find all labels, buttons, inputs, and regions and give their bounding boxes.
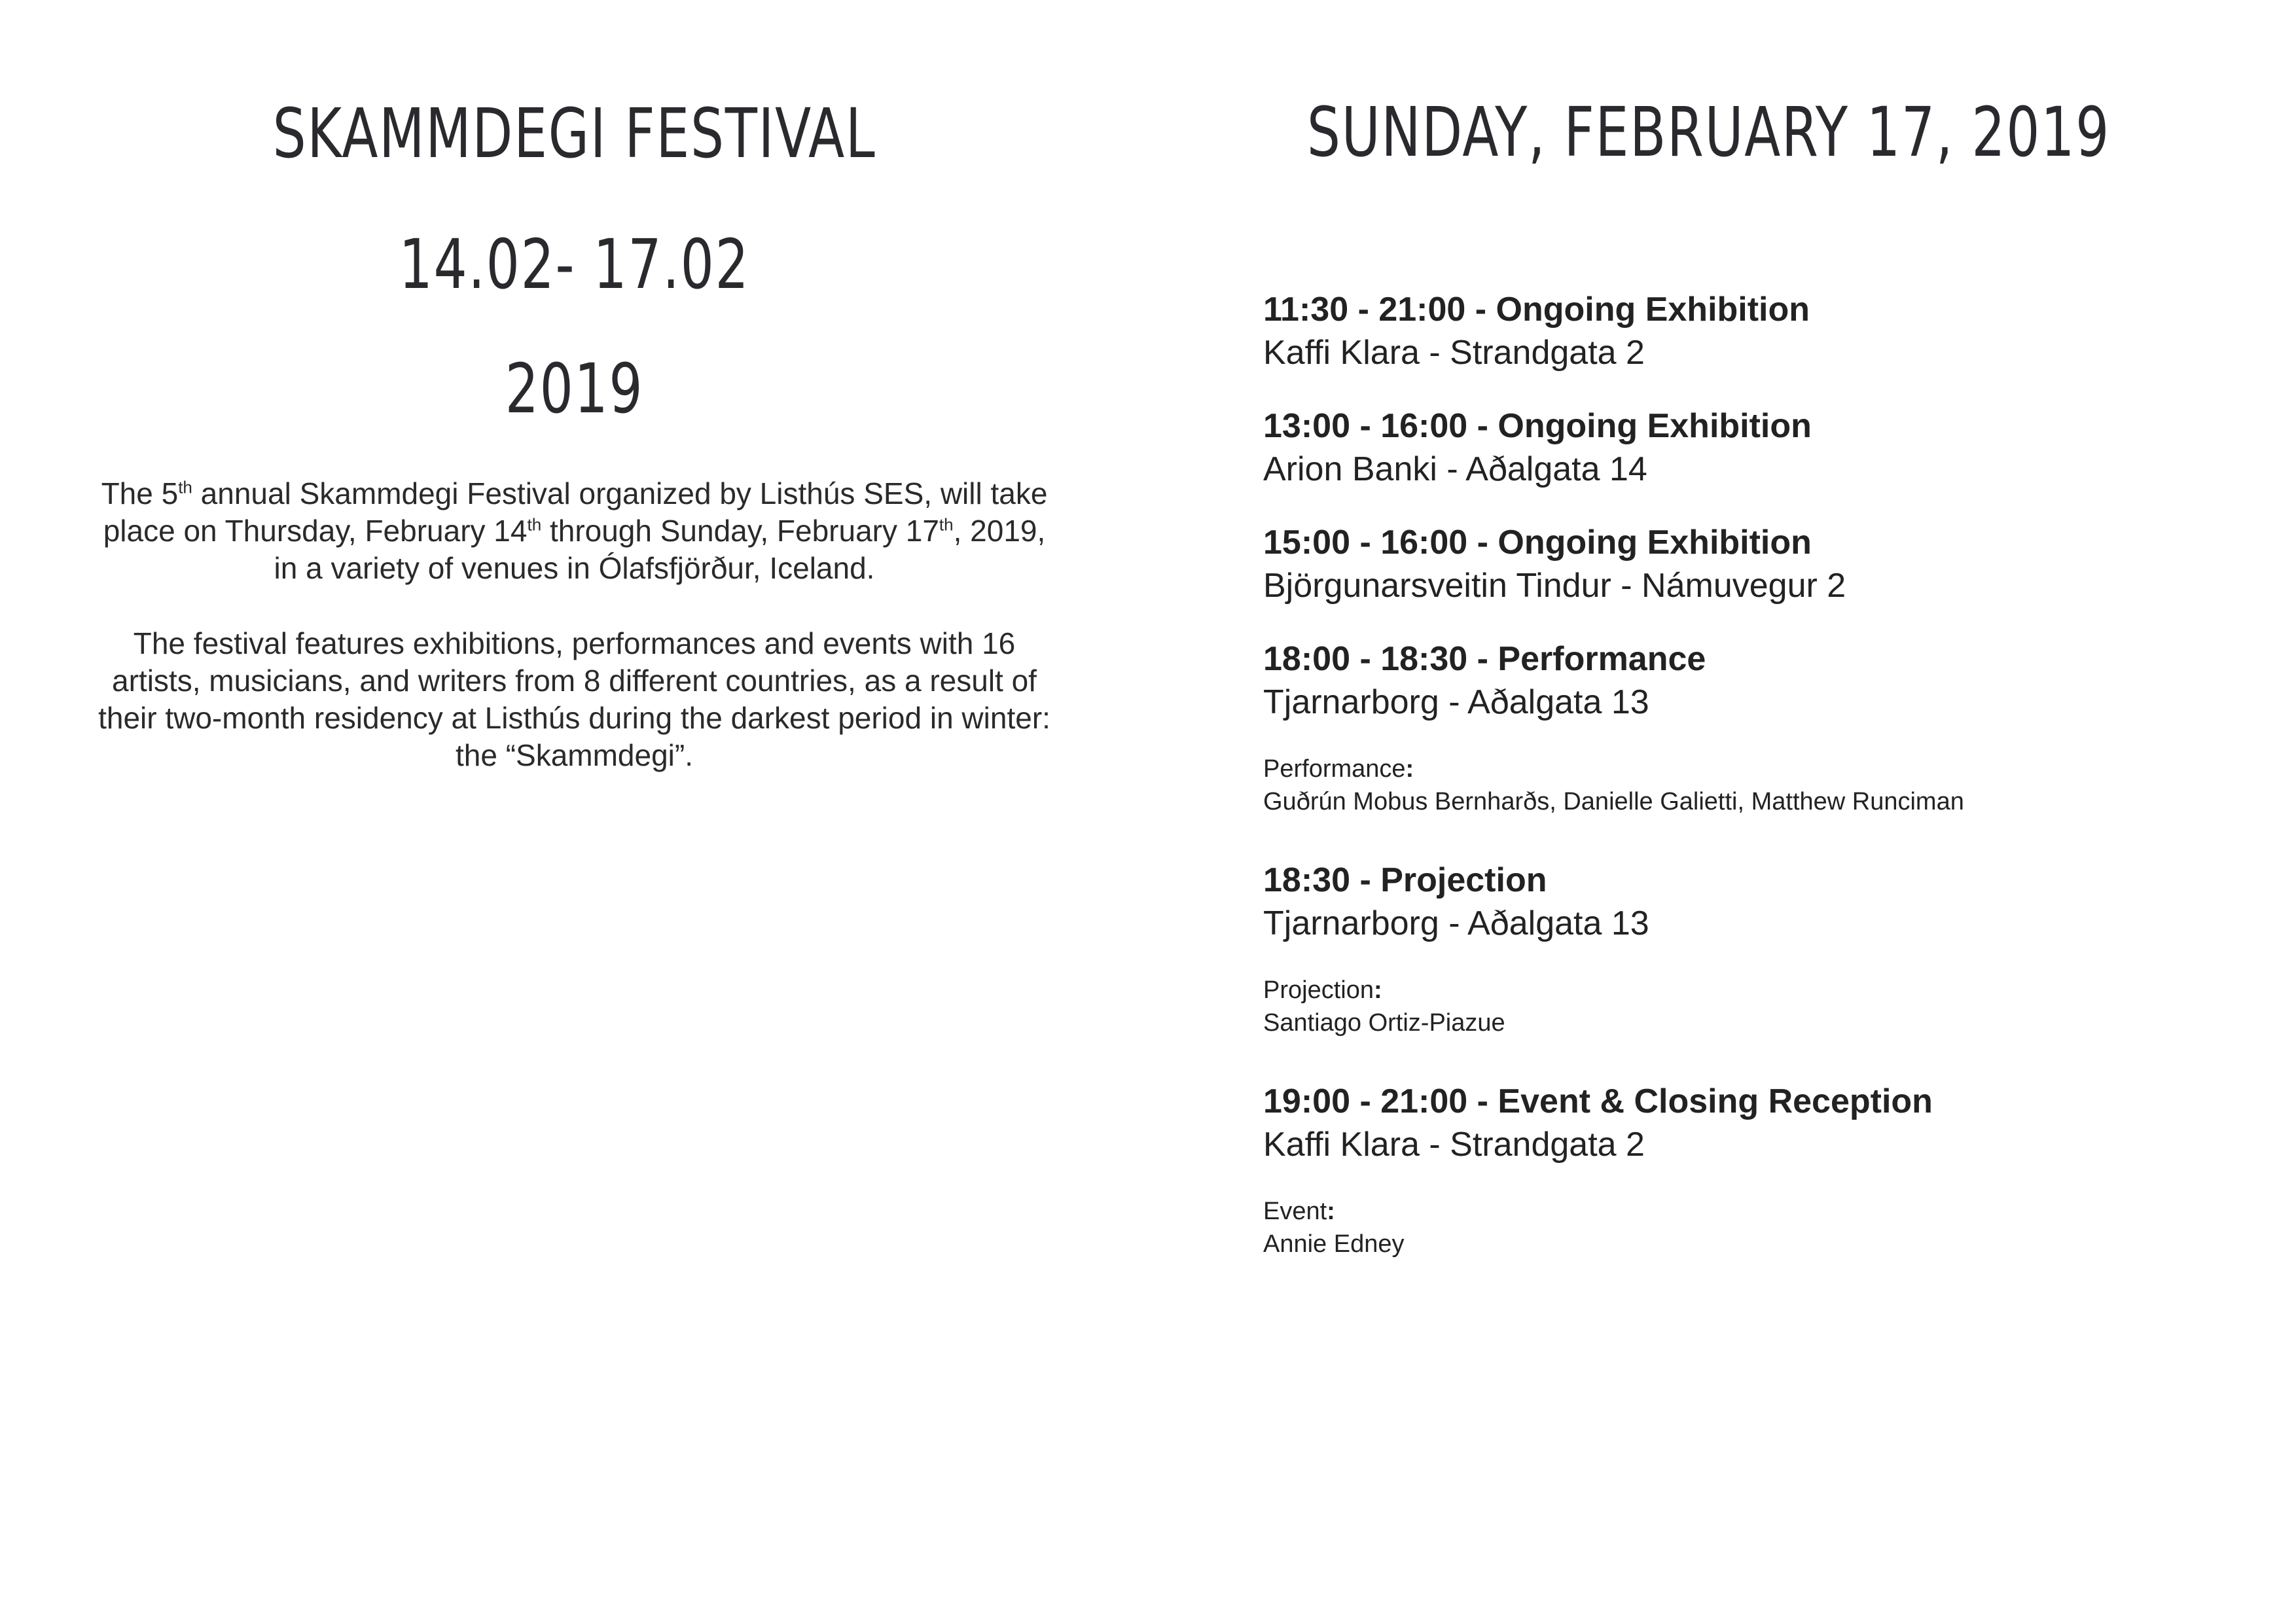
intro-text: The 5 (101, 476, 179, 510)
credit-label-text: Performance (1263, 755, 1406, 783)
event-venue: Kaffi Klara - Strandgata 2 (1263, 334, 1645, 372)
intro-text: annual Skammdegi Festival organized by Listhús SES, will take place on Thursday, February 14 (103, 476, 1048, 548)
event-time: 15:00 - 16:00 - Ongoing Exhibition (1263, 524, 1812, 562)
schedule-item (1263, 1080, 2179, 1260)
ordinal-suffix: th (939, 514, 954, 535)
event-credits (1263, 1195, 2179, 1260)
event-time: 19:00 - 21:00 - Event & Closing Reception (1263, 1082, 1933, 1120)
schedule-item (1263, 637, 2179, 818)
event-venue: Arion Banki - Aðalgata 14 (1263, 450, 1647, 488)
schedule-item (1263, 404, 2179, 491)
credit-label-text: Event (1263, 1198, 1327, 1225)
intro-text: through Sunday, February 17 (541, 514, 939, 548)
ordinal-suffix: th (527, 514, 542, 535)
event-time: 18:00 - 18:30 - Performance (1263, 640, 1706, 678)
event-venue: Tjarnarborg - Aðalgata 13 (1263, 904, 1649, 942)
intro-paragraph-2 (92, 625, 1057, 774)
festival-title: SKAMMDEGI FESTIVAL (272, 94, 876, 173)
event-schedule (1263, 288, 2179, 1301)
festival-description (92, 475, 1057, 774)
credit-colon: : (1327, 1198, 1335, 1225)
schedule-item (1263, 859, 2179, 1039)
credit-names: Santiago Ortiz-Piazue (1263, 1009, 1505, 1037)
festival-intro-panel (92, 79, 1057, 812)
intro-text: the “Skammdegi”. (455, 738, 693, 772)
credit-names: Guðrún Mobus Bernharðs, Danielle Galietti, Matthew Runciman (1263, 788, 1964, 815)
day-title: SUNDAY, FEBRUARY 17, 2019 (1306, 92, 2110, 172)
event-venue: Björgunarsveitin Tindur - Námuvegur 2 (1263, 567, 1846, 605)
intro-text: , 2019, in a variety of venues in Ólafsfjörður, Iceland. (274, 514, 1046, 585)
festival-year: 2019 (505, 349, 644, 429)
event-time: 18:30 - Projection (1263, 861, 1547, 899)
credit-label (1263, 974, 2179, 1007)
schedule-item (1263, 288, 2179, 374)
intro-text: The festival features exhibitions, performances and events with 16 artists, musicians, and writers from 8 different countries, as a result of their two-month residency at Listhús during the darkest period in winter: (98, 626, 1050, 735)
intro-paragraph-1 (92, 475, 1057, 587)
festival-dates: 14.02- 17.02 (399, 224, 750, 304)
event-time: 11:30 - 21:00 - Ongoing Exhibition (1263, 291, 1810, 329)
event-venue: Kaffi Klara - Strandgata 2 (1263, 1126, 1645, 1164)
credit-colon: : (1373, 976, 1382, 1004)
schedule-item (1263, 521, 2179, 607)
event-venue: Tjarnarborg - Aðalgata 13 (1263, 683, 1649, 721)
ordinal-suffix: th (178, 477, 192, 497)
credit-label (1263, 753, 2179, 785)
event-credits (1263, 753, 2179, 818)
day-heading (1230, 92, 2186, 172)
credit-label (1263, 1195, 2179, 1228)
event-credits (1263, 974, 2179, 1039)
credit-label-text: Projection (1263, 976, 1374, 1004)
event-time: 13:00 - 16:00 - Ongoing Exhibition (1263, 407, 1812, 445)
credit-colon: : (1405, 755, 1414, 783)
credit-names: Annie Edney (1263, 1230, 1405, 1258)
